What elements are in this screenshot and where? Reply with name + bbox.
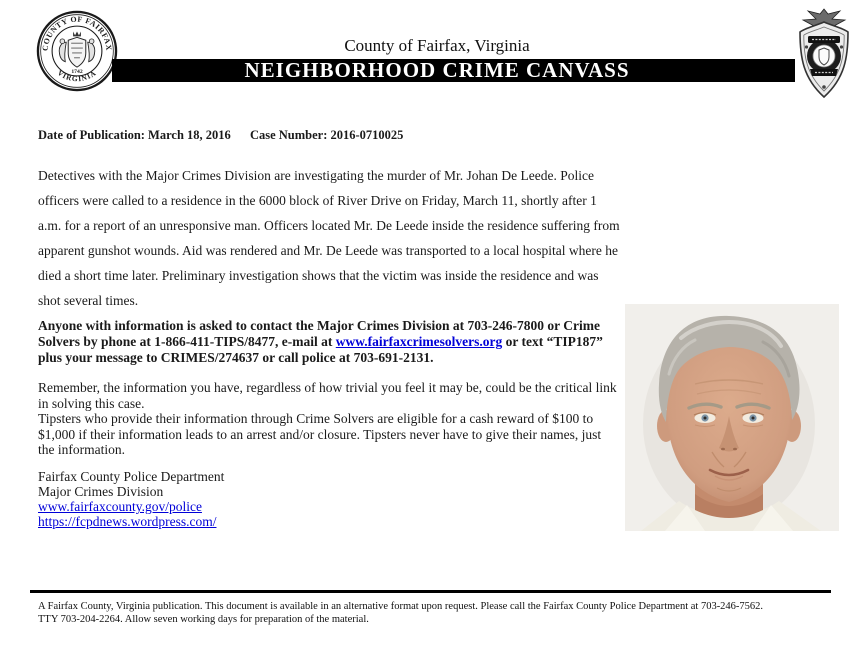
- seal-arc-bottom-text: VIRGINIA: [55, 68, 99, 84]
- publication-date: Date of Publication: March 18, 2016: [38, 128, 231, 142]
- seal-year-text: 1742: [71, 68, 83, 75]
- crimesolvers-link[interactable]: www.fairfaxcrimesolvers.org: [335, 334, 503, 349]
- fairfax-county-seal-icon: [36, 10, 118, 92]
- contact-text-before: Anyone with information is asked to contact the Major Crimes Division at 703-246-7800 or Crime Solvers by phone at 1-866-411-TIPS/8477, e-mail at: [38, 318, 600, 349]
- county-line: County of Fairfax, Virginia: [344, 36, 530, 55]
- contact-paragraph: [38, 318, 626, 366]
- fcpd-website-link[interactable]: www.fairfaxcounty.gov/police: [38, 499, 202, 514]
- seal-arc-top-text: COUNTY OF FAIRFAX: [40, 14, 114, 52]
- page-title: NEIGHBORHOOD CRIME CANVASS: [244, 58, 630, 82]
- department-name: Fairfax County Police Department: [38, 469, 225, 484]
- case-number: Case Number: 2016-0710025: [249, 128, 404, 142]
- remember-text-2: Tipsters who provide their information through Crime Solvers are eligible for a cash reward of $100 to $1,000 if their information leads to an arrest and/or closure. Tipsters never have to give their names, just the information.: [38, 411, 602, 457]
- footer-text: [38, 600, 834, 626]
- remember-text-1: Remember, the information you have, regardless of how trivial you feel it may be, could be the critical link in solving this case.: [38, 380, 617, 411]
- division-name: Major Crimes Division: [38, 484, 164, 499]
- victim-photo: [625, 304, 839, 531]
- remember-paragraph: [38, 380, 618, 458]
- footer-line-1: A Fairfax County, Virginia publication. This document is available in an alternative format upon request. Please call the Fairfax County Police Department at 703-246-7562.: [38, 601, 764, 612]
- footer-divider: [30, 590, 831, 593]
- footer-line-2: TTY 703-204-2264. Allow seven working days for preparation of the material.: [38, 614, 369, 625]
- publication-meta: [38, 128, 403, 143]
- title-banner: [112, 59, 795, 82]
- intro-paragraph: Detectives with the Major Crimes Division are investigating the murder of Mr. Johan De Leede. Police officers were called to a residence in the 6000 block of River Drive on Friday, March 11, shortly after 1 a.m. for a report of an unresponsive man. Officers located Mr. De Leede inside the residence suffering from apparent gunshot wounds. Aid was rendered and Mr. De Leede was transported to a local hospital where he died a short time later. Preliminary investigation shows that the victim was inside the residence and was shot several times.: [38, 168, 620, 308]
- police-badge-icon: [796, 7, 852, 100]
- fcpd-news-link[interactable]: https://fcpdnews.wordpress.com/: [38, 514, 217, 529]
- signature-block: [38, 469, 224, 529]
- contact-text-after: or text “TIP187” plus your message to CRIMES/274637 or call police at 703-691-2131.: [38, 334, 603, 365]
